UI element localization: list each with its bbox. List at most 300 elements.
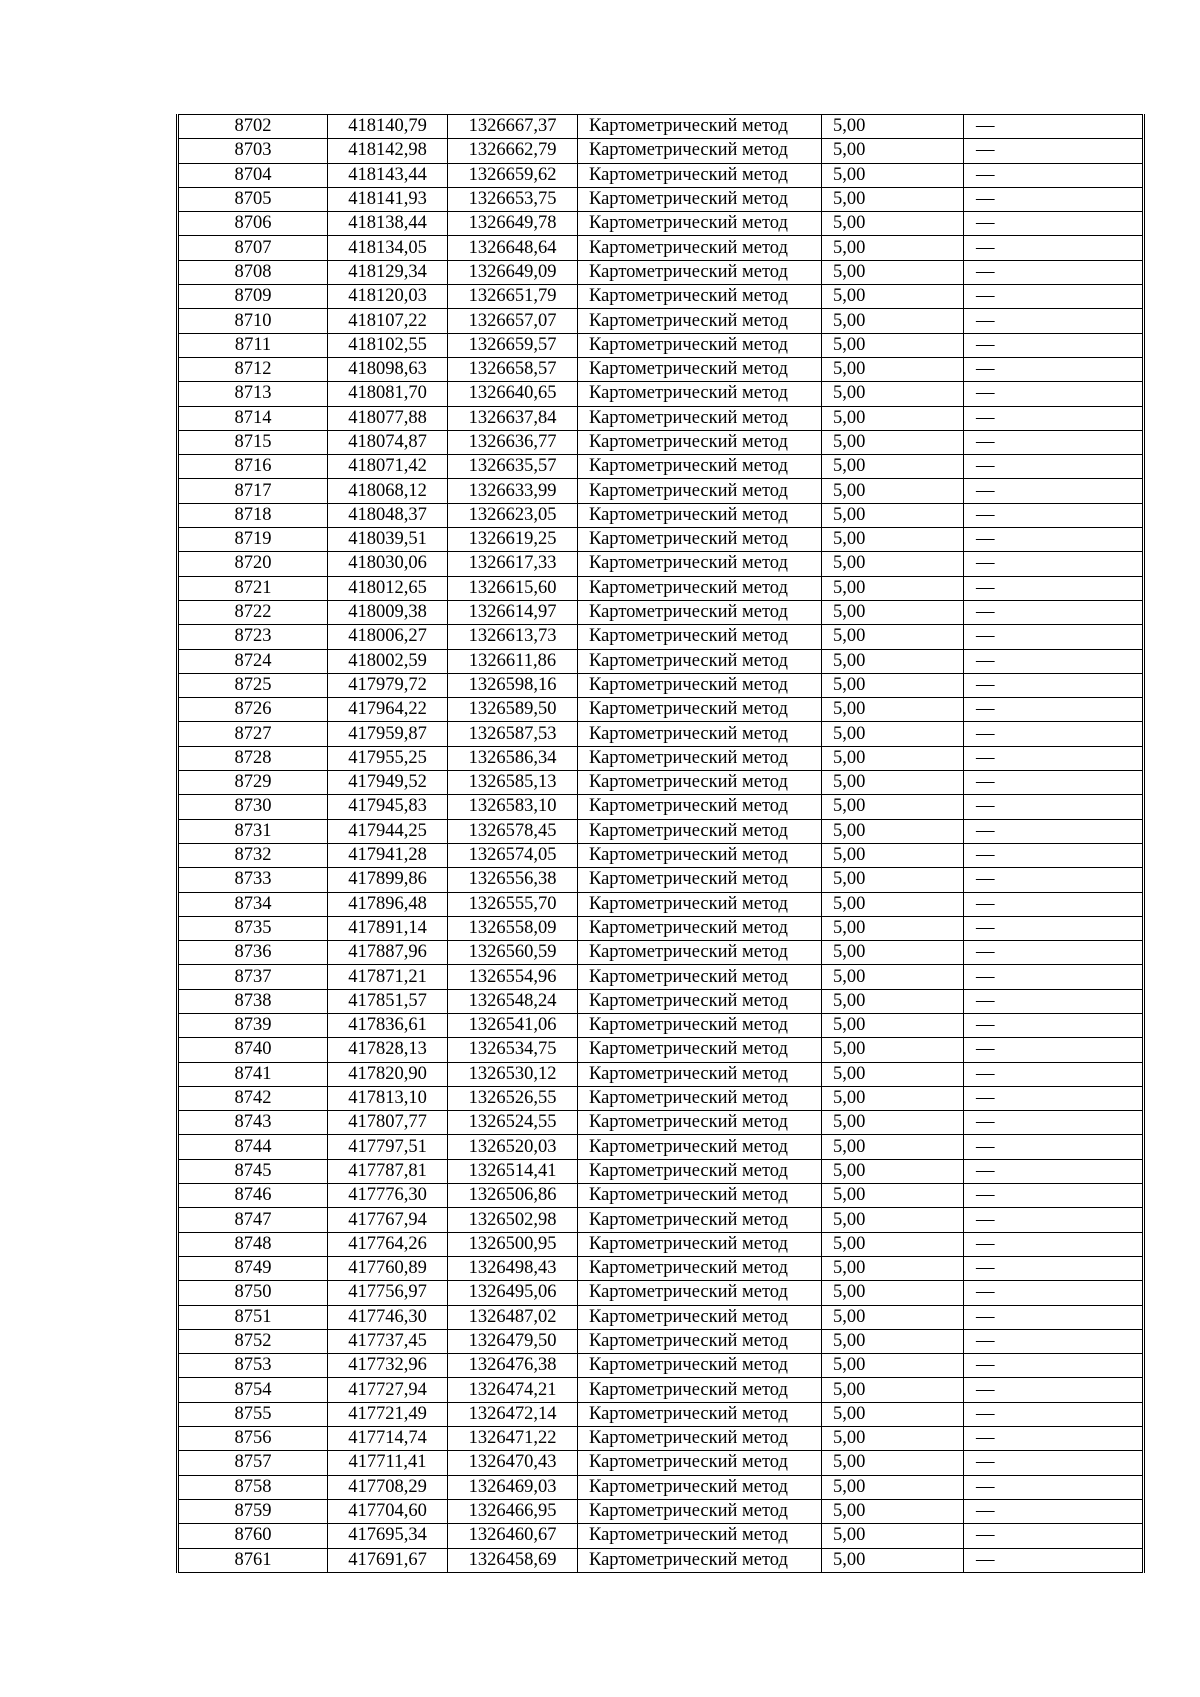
error-cell: 5,00 (822, 212, 964, 236)
method-cell: Картометрический метод (578, 1378, 822, 1402)
y-coordinate-cell: 1326498,43 (448, 1256, 578, 1280)
x-coordinate-cell: 417807,77 (328, 1111, 448, 1135)
x-coordinate-cell: 418098,63 (328, 357, 448, 381)
description-cell: — (964, 1378, 1144, 1402)
y-coordinate-cell: 1326659,62 (448, 163, 578, 187)
point-number-cell: 8716 (178, 455, 328, 479)
point-number-cell: 8729 (178, 771, 328, 795)
description-cell: — (964, 795, 1144, 819)
table-row (178, 941, 1144, 965)
point-number-cell: 8732 (178, 843, 328, 867)
error-cell: 5,00 (822, 1256, 964, 1280)
error-cell: 5,00 (822, 309, 964, 333)
y-coordinate-cell: 1326586,34 (448, 746, 578, 770)
y-coordinate-cell: 1326474,21 (448, 1378, 578, 1402)
table-row (178, 1111, 1144, 1135)
y-coordinate-cell: 1326460,67 (448, 1524, 578, 1548)
y-coordinate-cell: 1326466,95 (448, 1499, 578, 1523)
error-cell: 5,00 (822, 1281, 964, 1305)
description-cell: — (964, 552, 1144, 576)
point-number-cell: 8706 (178, 212, 328, 236)
y-coordinate-cell: 1326541,06 (448, 1013, 578, 1037)
table-row (178, 163, 1144, 187)
description-cell: — (964, 600, 1144, 624)
error-cell: 5,00 (822, 843, 964, 867)
y-coordinate-cell: 1326471,22 (448, 1427, 578, 1451)
table-row (178, 236, 1144, 260)
point-number-cell: 8721 (178, 576, 328, 600)
point-number-cell: 8754 (178, 1378, 328, 1402)
description-cell: — (964, 1402, 1144, 1426)
table-row (178, 600, 1144, 624)
point-number-cell: 8717 (178, 479, 328, 503)
x-coordinate-cell: 418074,87 (328, 430, 448, 454)
description-cell: — (964, 698, 1144, 722)
method-cell: Картометрический метод (578, 1281, 822, 1305)
x-coordinate-cell: 417871,21 (328, 965, 448, 989)
method-cell: Картометрический метод (578, 1111, 822, 1135)
x-coordinate-cell: 417820,90 (328, 1062, 448, 1086)
point-number-cell: 8709 (178, 285, 328, 309)
description-cell: — (964, 187, 1144, 211)
description-cell: — (964, 649, 1144, 673)
description-cell: — (964, 1451, 1144, 1475)
description-cell: — (964, 285, 1144, 309)
method-cell: Картометрический метод (578, 552, 822, 576)
description-cell: — (964, 1086, 1144, 1110)
description-cell: — (964, 965, 1144, 989)
y-coordinate-cell: 1326635,57 (448, 455, 578, 479)
table-row (178, 260, 1144, 284)
description-cell: — (964, 212, 1144, 236)
point-number-cell: 8720 (178, 552, 328, 576)
point-number-cell: 8737 (178, 965, 328, 989)
point-number-cell: 8724 (178, 649, 328, 673)
table-row (178, 406, 1144, 430)
description-cell: — (964, 916, 1144, 940)
method-cell: Картометрический метод (578, 843, 822, 867)
table-row (178, 333, 1144, 357)
y-coordinate-cell: 1326649,09 (448, 260, 578, 284)
point-number-cell: 8722 (178, 600, 328, 624)
method-cell: Картометрический метод (578, 868, 822, 892)
method-cell: Картометрический метод (578, 1159, 822, 1183)
point-number-cell: 8746 (178, 1184, 328, 1208)
description-cell: — (964, 1305, 1144, 1329)
table-row (178, 503, 1144, 527)
x-coordinate-cell: 417964,22 (328, 698, 448, 722)
table-row (178, 625, 1144, 649)
error-cell: 5,00 (822, 1475, 964, 1499)
point-number-cell: 8734 (178, 892, 328, 916)
y-coordinate-cell: 1326472,14 (448, 1402, 578, 1426)
x-coordinate-cell: 417836,61 (328, 1013, 448, 1037)
x-coordinate-cell: 417959,87 (328, 722, 448, 746)
y-coordinate-cell: 1326651,79 (448, 285, 578, 309)
error-cell: 5,00 (822, 528, 964, 552)
x-coordinate-cell: 417721,49 (328, 1402, 448, 1426)
y-coordinate-cell: 1326649,78 (448, 212, 578, 236)
y-coordinate-cell: 1326487,02 (448, 1305, 578, 1329)
method-cell: Картометрический метод (578, 115, 822, 139)
table-row (178, 479, 1144, 503)
point-number-cell: 8742 (178, 1086, 328, 1110)
error-cell: 5,00 (822, 1208, 964, 1232)
point-number-cell: 8745 (178, 1159, 328, 1183)
table-row (178, 1038, 1144, 1062)
x-coordinate-cell: 417764,26 (328, 1232, 448, 1256)
point-number-cell: 8723 (178, 625, 328, 649)
method-cell: Картометрический метод (578, 649, 822, 673)
table-row (178, 1354, 1144, 1378)
error-cell: 5,00 (822, 285, 964, 309)
y-coordinate-cell: 1326469,03 (448, 1475, 578, 1499)
y-coordinate-cell: 1326657,07 (448, 309, 578, 333)
method-cell: Картометрический метод (578, 455, 822, 479)
point-number-cell: 8704 (178, 163, 328, 187)
y-coordinate-cell: 1326524,55 (448, 1111, 578, 1135)
error-cell: 5,00 (822, 1305, 964, 1329)
method-cell: Картометрический метод (578, 1062, 822, 1086)
method-cell: Картометрический метод (578, 746, 822, 770)
y-coordinate-cell: 1326585,13 (448, 771, 578, 795)
method-cell: Картометрический метод (578, 1475, 822, 1499)
y-coordinate-cell: 1326611,86 (448, 649, 578, 673)
method-cell: Картометрический метод (578, 1232, 822, 1256)
y-coordinate-cell: 1326653,75 (448, 187, 578, 211)
table-row (178, 1281, 1144, 1305)
description-cell: — (964, 1013, 1144, 1037)
method-cell: Картометрический метод (578, 600, 822, 624)
x-coordinate-cell: 417695,34 (328, 1524, 448, 1548)
description-cell: — (964, 455, 1144, 479)
point-number-cell: 8702 (178, 115, 328, 139)
x-coordinate-cell: 418081,70 (328, 382, 448, 406)
description-cell: — (964, 1256, 1144, 1280)
method-cell: Картометрический метод (578, 236, 822, 260)
description-cell: — (964, 260, 1144, 284)
error-cell: 5,00 (822, 1086, 964, 1110)
x-coordinate-cell: 417776,30 (328, 1184, 448, 1208)
error-cell: 5,00 (822, 115, 964, 139)
y-coordinate-cell: 1326574,05 (448, 843, 578, 867)
y-coordinate-cell: 1326619,25 (448, 528, 578, 552)
error-cell: 5,00 (822, 260, 964, 284)
method-cell: Картометрический метод (578, 163, 822, 187)
x-coordinate-cell: 417711,41 (328, 1451, 448, 1475)
method-cell: Картометрический метод (578, 309, 822, 333)
method-cell: Картометрический метод (578, 795, 822, 819)
method-cell: Картометрический метод (578, 212, 822, 236)
x-coordinate-cell: 417767,94 (328, 1208, 448, 1232)
point-number-cell: 8727 (178, 722, 328, 746)
table-row (178, 892, 1144, 916)
method-cell: Картометрический метод (578, 333, 822, 357)
point-number-cell: 8728 (178, 746, 328, 770)
error-cell: 5,00 (822, 163, 964, 187)
error-cell: 5,00 (822, 1013, 964, 1037)
method-cell: Картометрический метод (578, 1086, 822, 1110)
x-coordinate-cell: 418140,79 (328, 115, 448, 139)
x-coordinate-cell: 417828,13 (328, 1038, 448, 1062)
description-cell: — (964, 1184, 1144, 1208)
description-cell: — (964, 989, 1144, 1013)
point-number-cell: 8755 (178, 1402, 328, 1426)
description-cell: — (964, 722, 1144, 746)
point-number-cell: 8750 (178, 1281, 328, 1305)
x-coordinate-cell: 417949,52 (328, 771, 448, 795)
x-coordinate-cell: 418006,27 (328, 625, 448, 649)
method-cell: Картометрический метод (578, 916, 822, 940)
description-cell: — (964, 819, 1144, 843)
method-cell: Картометрический метод (578, 1499, 822, 1523)
error-cell: 5,00 (822, 746, 964, 770)
description-cell: — (964, 1111, 1144, 1135)
table-row (178, 916, 1144, 940)
description-cell: — (964, 357, 1144, 381)
error-cell: 5,00 (822, 989, 964, 1013)
error-cell: 5,00 (822, 1524, 964, 1548)
table-row (178, 722, 1144, 746)
point-number-cell: 8735 (178, 916, 328, 940)
method-cell: Картометрический метод (578, 941, 822, 965)
x-coordinate-cell: 417704,60 (328, 1499, 448, 1523)
method-cell: Картометрический метод (578, 382, 822, 406)
description-cell: — (964, 1062, 1144, 1086)
x-coordinate-cell: 418141,93 (328, 187, 448, 211)
point-number-cell: 8757 (178, 1451, 328, 1475)
y-coordinate-cell: 1326514,41 (448, 1159, 578, 1183)
error-cell: 5,00 (822, 1548, 964, 1572)
method-cell: Картометрический метод (578, 139, 822, 163)
point-number-cell: 8713 (178, 382, 328, 406)
description-cell: — (964, 406, 1144, 430)
error-cell: 5,00 (822, 382, 964, 406)
method-cell: Картометрический метод (578, 1451, 822, 1475)
table-row (178, 576, 1144, 600)
y-coordinate-cell: 1326633,99 (448, 479, 578, 503)
method-cell: Картометрический метод (578, 1013, 822, 1037)
y-coordinate-cell: 1326534,75 (448, 1038, 578, 1062)
table-row (178, 1451, 1144, 1475)
description-cell: — (964, 1135, 1144, 1159)
description-cell: — (964, 163, 1144, 187)
y-coordinate-cell: 1326554,96 (448, 965, 578, 989)
x-coordinate-cell: 418142,98 (328, 139, 448, 163)
error-cell: 5,00 (822, 333, 964, 357)
table-row (178, 1184, 1144, 1208)
table-row (178, 1329, 1144, 1353)
error-cell: 5,00 (822, 916, 964, 940)
table-row (178, 1402, 1144, 1426)
y-coordinate-cell: 1326637,84 (448, 406, 578, 430)
description-cell: — (964, 1208, 1144, 1232)
point-number-cell: 8740 (178, 1038, 328, 1062)
x-coordinate-cell: 418143,44 (328, 163, 448, 187)
point-number-cell: 8730 (178, 795, 328, 819)
y-coordinate-cell: 1326617,33 (448, 552, 578, 576)
y-coordinate-cell: 1326640,65 (448, 382, 578, 406)
error-cell: 5,00 (822, 649, 964, 673)
x-coordinate-cell: 417787,81 (328, 1159, 448, 1183)
x-coordinate-cell: 418071,42 (328, 455, 448, 479)
error-cell: 5,00 (822, 1232, 964, 1256)
error-cell: 5,00 (822, 479, 964, 503)
point-number-cell: 8751 (178, 1305, 328, 1329)
y-coordinate-cell: 1326659,57 (448, 333, 578, 357)
point-number-cell: 8725 (178, 673, 328, 697)
error-cell: 5,00 (822, 1329, 964, 1353)
table-row (178, 382, 1144, 406)
x-coordinate-cell: 418138,44 (328, 212, 448, 236)
x-coordinate-cell: 417887,96 (328, 941, 448, 965)
table-row (178, 1524, 1144, 1548)
error-cell: 5,00 (822, 236, 964, 260)
error-cell: 5,00 (822, 552, 964, 576)
table-row (178, 673, 1144, 697)
table-row (178, 139, 1144, 163)
x-coordinate-cell: 418129,34 (328, 260, 448, 284)
description-cell: — (964, 1524, 1144, 1548)
y-coordinate-cell: 1326598,16 (448, 673, 578, 697)
method-cell: Картометрический метод (578, 1354, 822, 1378)
y-coordinate-cell: 1326623,05 (448, 503, 578, 527)
y-coordinate-cell: 1326658,57 (448, 357, 578, 381)
x-coordinate-cell: 418039,51 (328, 528, 448, 552)
method-cell: Картометрический метод (578, 1548, 822, 1572)
x-coordinate-cell: 417851,57 (328, 989, 448, 1013)
x-coordinate-cell: 417955,25 (328, 746, 448, 770)
table-row (178, 965, 1144, 989)
description-cell: — (964, 309, 1144, 333)
x-coordinate-cell: 417797,51 (328, 1135, 448, 1159)
x-coordinate-cell: 417896,48 (328, 892, 448, 916)
y-coordinate-cell: 1326556,38 (448, 868, 578, 892)
x-coordinate-cell: 418002,59 (328, 649, 448, 673)
description-cell: — (964, 941, 1144, 965)
error-cell: 5,00 (822, 965, 964, 989)
description-cell: — (964, 868, 1144, 892)
method-cell: Картометрический метод (578, 1305, 822, 1329)
point-number-cell: 8761 (178, 1548, 328, 1572)
table-row (178, 771, 1144, 795)
description-cell: — (964, 1475, 1144, 1499)
point-number-cell: 8758 (178, 1475, 328, 1499)
error-cell: 5,00 (822, 406, 964, 430)
y-coordinate-cell: 1326648,64 (448, 236, 578, 260)
x-coordinate-cell: 417813,10 (328, 1086, 448, 1110)
method-cell: Картометрический метод (578, 187, 822, 211)
point-number-cell: 8715 (178, 430, 328, 454)
y-coordinate-cell: 1326548,24 (448, 989, 578, 1013)
method-cell: Картометрический метод (578, 698, 822, 722)
y-coordinate-cell: 1326470,43 (448, 1451, 578, 1475)
table-row (178, 1548, 1144, 1572)
x-coordinate-cell: 418068,12 (328, 479, 448, 503)
error-cell: 5,00 (822, 187, 964, 211)
description-cell: — (964, 843, 1144, 867)
table-row (178, 1232, 1144, 1256)
error-cell: 5,00 (822, 625, 964, 649)
description-cell: — (964, 1499, 1144, 1523)
x-coordinate-cell: 418030,06 (328, 552, 448, 576)
table-row (178, 819, 1144, 843)
x-coordinate-cell: 418107,22 (328, 309, 448, 333)
method-cell: Картометрический метод (578, 1184, 822, 1208)
y-coordinate-cell: 1326578,45 (448, 819, 578, 843)
table-row (178, 1208, 1144, 1232)
point-number-cell: 8760 (178, 1524, 328, 1548)
table-row (178, 1135, 1144, 1159)
method-cell: Картометрический метод (578, 1256, 822, 1280)
error-cell: 5,00 (822, 455, 964, 479)
error-cell: 5,00 (822, 1038, 964, 1062)
point-number-cell: 8719 (178, 528, 328, 552)
error-cell: 5,00 (822, 722, 964, 746)
description-cell: — (964, 1427, 1144, 1451)
x-coordinate-cell: 417760,89 (328, 1256, 448, 1280)
method-cell: Картометрический метод (578, 1329, 822, 1353)
x-coordinate-cell: 417899,86 (328, 868, 448, 892)
point-number-cell: 8743 (178, 1111, 328, 1135)
point-number-cell: 8726 (178, 698, 328, 722)
x-coordinate-cell: 418134,05 (328, 236, 448, 260)
point-number-cell: 8736 (178, 941, 328, 965)
error-cell: 5,00 (822, 1062, 964, 1086)
description-cell: — (964, 1548, 1144, 1572)
point-number-cell: 8718 (178, 503, 328, 527)
point-number-cell: 8731 (178, 819, 328, 843)
description-cell: — (964, 625, 1144, 649)
table-row (178, 1378, 1144, 1402)
point-number-cell: 8711 (178, 333, 328, 357)
description-cell: — (964, 333, 1144, 357)
method-cell: Картометрический метод (578, 528, 822, 552)
error-cell: 5,00 (822, 771, 964, 795)
y-coordinate-cell: 1326614,97 (448, 600, 578, 624)
table-row (178, 698, 1144, 722)
table-row (178, 212, 1144, 236)
point-number-cell: 8703 (178, 139, 328, 163)
y-coordinate-cell: 1326520,03 (448, 1135, 578, 1159)
error-cell: 5,00 (822, 1378, 964, 1402)
error-cell: 5,00 (822, 892, 964, 916)
error-cell: 5,00 (822, 698, 964, 722)
method-cell: Картометрический метод (578, 576, 822, 600)
method-cell: Картометрический метод (578, 260, 822, 284)
method-cell: Картометрический метод (578, 965, 822, 989)
method-cell: Картометрический метод (578, 1038, 822, 1062)
x-coordinate-cell: 417746,30 (328, 1305, 448, 1329)
error-cell: 5,00 (822, 1135, 964, 1159)
method-cell: Картометрический метод (578, 673, 822, 697)
x-coordinate-cell: 417732,96 (328, 1354, 448, 1378)
y-coordinate-cell: 1326587,53 (448, 722, 578, 746)
y-coordinate-cell: 1326502,98 (448, 1208, 578, 1232)
x-coordinate-cell: 417737,45 (328, 1329, 448, 1353)
table-row (178, 430, 1144, 454)
table-row (178, 455, 1144, 479)
error-cell: 5,00 (822, 430, 964, 454)
point-number-cell: 8738 (178, 989, 328, 1013)
point-number-cell: 8753 (178, 1354, 328, 1378)
y-coordinate-cell: 1326555,70 (448, 892, 578, 916)
x-coordinate-cell: 417979,72 (328, 673, 448, 697)
method-cell: Картометрический метод (578, 819, 822, 843)
x-coordinate-cell: 417714,74 (328, 1427, 448, 1451)
error-cell: 5,00 (822, 1427, 964, 1451)
error-cell: 5,00 (822, 673, 964, 697)
